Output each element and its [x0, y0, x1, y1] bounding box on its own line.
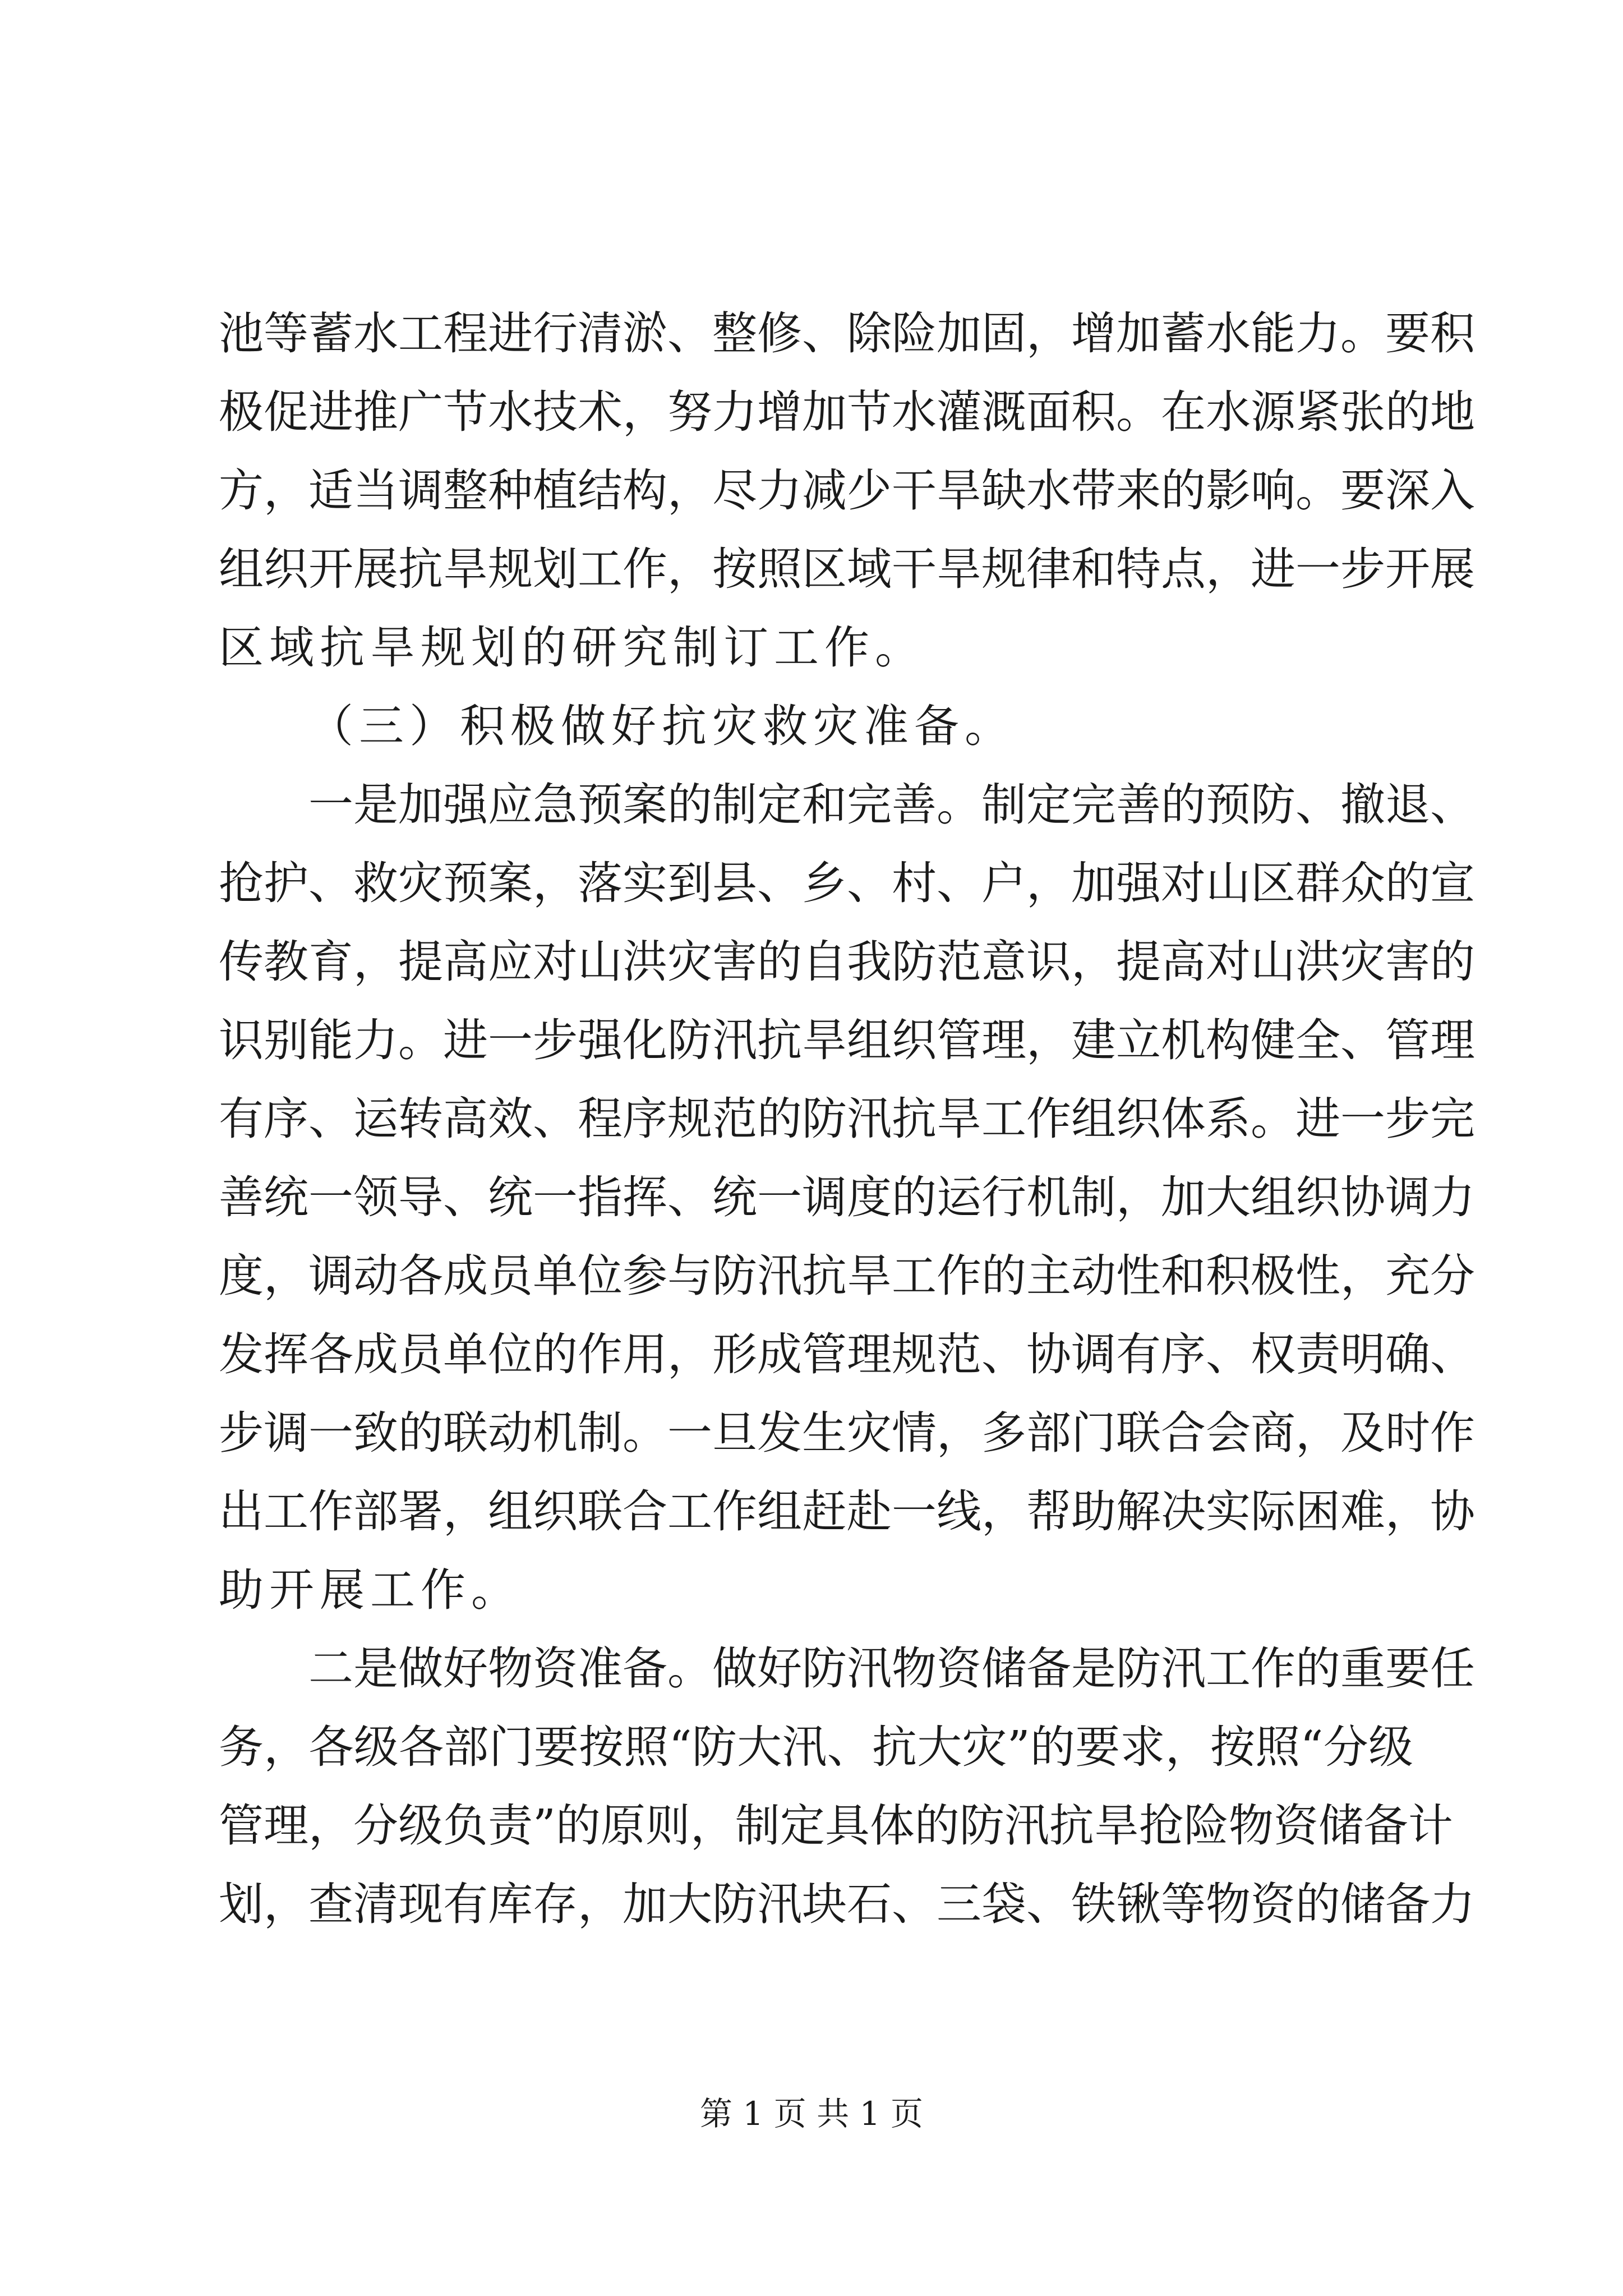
text-line: 划，查清现有库存，加大防汛块石、三袋、铁锹等物资的储备力: [219, 1878, 1475, 1930]
text-line: 步调一致的联动机制。一旦发生灾情，多部门联合会商，及时作: [219, 1407, 1475, 1459]
text-line: 善统一领导、统一指挥、统一调度的运行机制，加大组织协调力: [219, 1171, 1475, 1223]
text-line: 极促进推广节水技术，努力增加节水灌溉面积。在水源紧张的地: [219, 386, 1475, 438]
text-line: 务，各级各部门要按照“防大汛、抗大灾”的要求，按照“分级: [219, 1721, 1413, 1773]
text-line: 度，调动各成员单位参与防汛抗旱工作的主动性和积极性，充分: [219, 1250, 1475, 1302]
page-footer: 第 1 页 共 1 页: [700, 2095, 923, 2133]
text-line: 区域抗旱规划的研究制订工作。: [219, 622, 925, 674]
text-line: 方，适当调整种植结构，尽力减少干旱缺水带来的影响。要深入: [219, 464, 1475, 517]
text-line: 发挥各成员单位的作用，形成管理规范、协调有序、权责明确、: [219, 1328, 1475, 1381]
text-line: 助开展工作。: [219, 1564, 522, 1616]
text-line: 池等蓄水工程进行清淤、整修、除险加固，增加蓄水能力。要积: [219, 307, 1475, 360]
text-line: 出工作部署，组织联合工作组赶赴一线，帮助解决实际困难，协: [219, 1485, 1475, 1538]
text-line: 二是做好物资准备。做好防汛物资储备是防汛工作的重要任: [308, 1642, 1475, 1695]
text-line: 抢护、救灾预案，落实到县、乡、村、户，加强对山区群众的宣: [219, 857, 1475, 909]
text-line: 识别能力。进一步强化防汛抗旱组织管理，建立机构健全、管理: [219, 1014, 1475, 1066]
text-line: 传教育，提高应对山洪灾害的自我防范意识，提高对山洪灾害的: [219, 936, 1475, 988]
text-line: 有序、运转高效、程序规范的防汛抗旱工作组织体系。进一步完: [219, 1093, 1475, 1145]
text-line: 管理，分级负责”的原则，制定具体的防汛抗旱抢险物资储备计: [219, 1800, 1453, 1852]
text-line: 组织开展抗旱规划工作，按照区域干旱规律和特点，进一步开展: [219, 543, 1475, 595]
section-heading: （三）积极做好抗灾救灾准备。: [308, 700, 1015, 752]
text-line: 一是加强应急预案的制定和完善。制定完善的预防、撤退、: [308, 779, 1475, 831]
